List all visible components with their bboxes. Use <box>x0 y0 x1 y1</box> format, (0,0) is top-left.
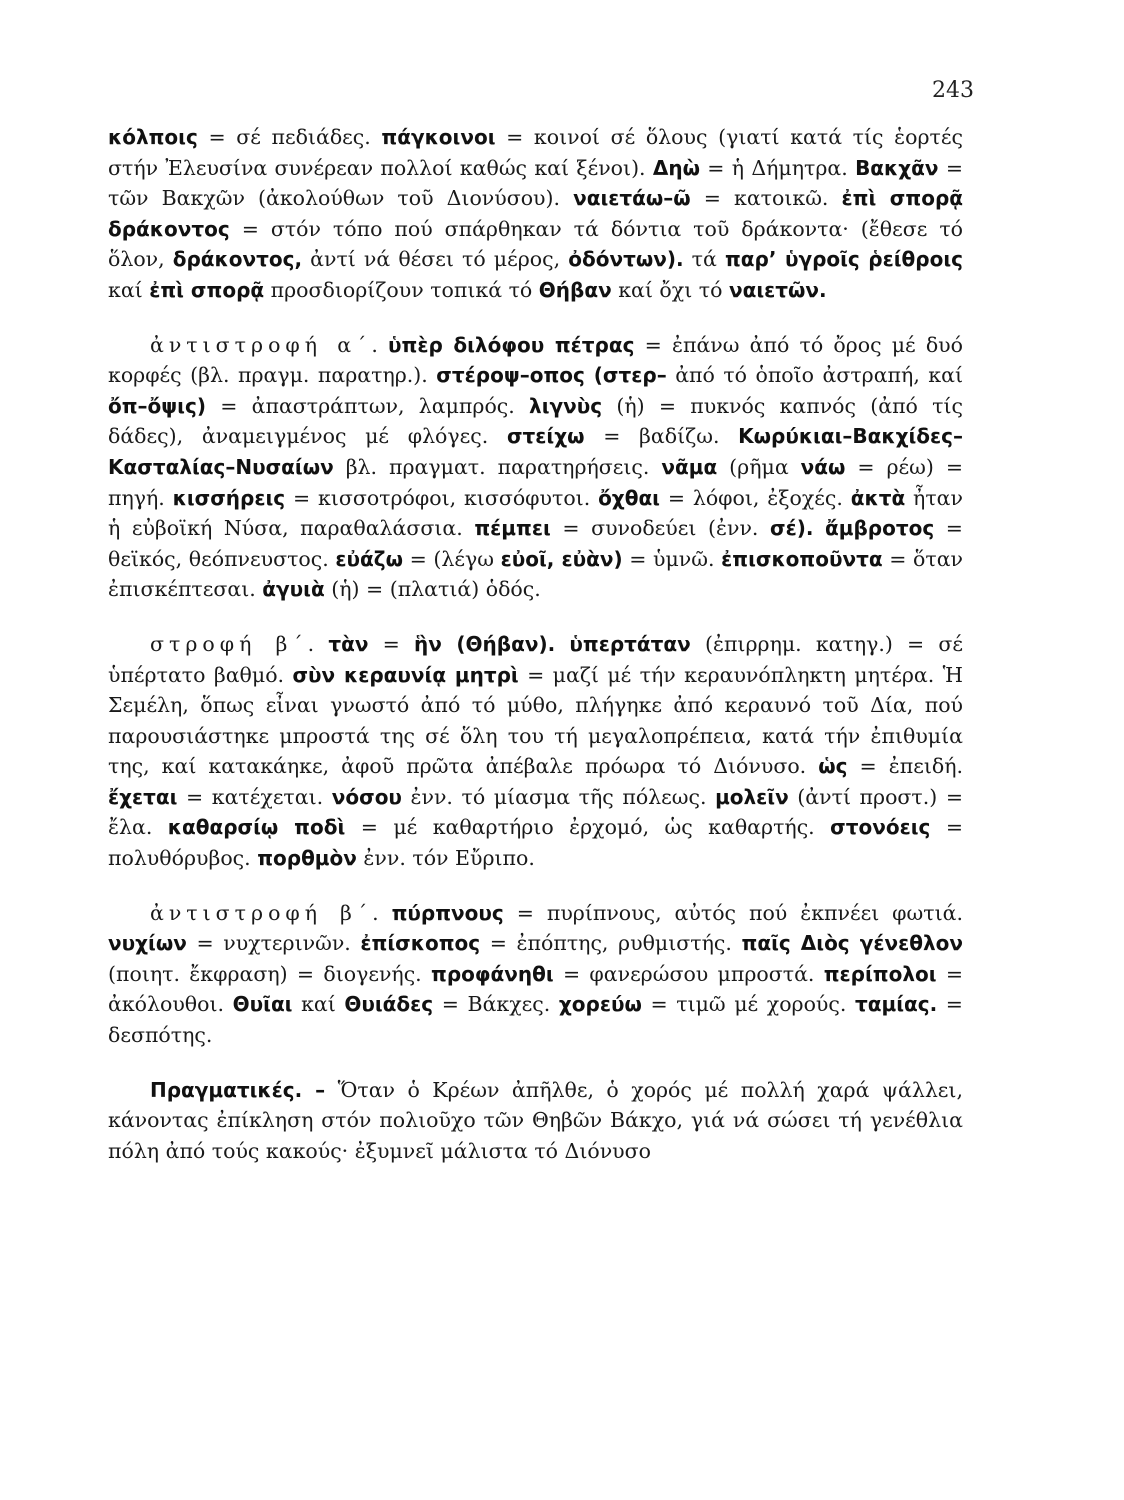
gloss-text: = λόφοι, ἐξοχές. <box>659 485 851 510</box>
lemma-term: πάγκοινοι <box>381 125 496 149</box>
gloss-text: = κατοικῶ. <box>690 186 842 211</box>
gloss-text: = ἡ Δήμητρα. <box>699 155 856 180</box>
gloss-text: Ὅταν ὁ Κρέων ἀπῆλθε, ὁ χορός μέ πολλή χαρά ψάλλει, κάνοντας ἐπίκληση στόν πολιοῦχο τῶν Θηβῶν Βάκχο, γιά νά σώσει τή γενέθλια πόλη ἀπό τούς κακούς· ἐξυμνεῖ μάλιστα τό Διόνυσο <box>108 1077 963 1163</box>
lemma-term: λιγνὺς <box>529 393 603 418</box>
lemma-term: ὄχθαι <box>598 485 660 510</box>
paragraph <box>108 629 963 874</box>
lemma-term: νόσου <box>331 784 402 809</box>
lemma-term: Θήβαν <box>538 277 612 302</box>
lemma-term: σὺν κεραυνίᾳ μητρὶ <box>292 662 519 687</box>
lemma-term: τὰν <box>328 631 369 656</box>
lemma-term: πορθμὸν <box>257 846 357 871</box>
lemma-term: Δηὼ <box>652 155 700 180</box>
lemma-term: καθαρσίῳ ποδὶ <box>167 815 346 840</box>
gloss-text: ἦταν ἡ εὐβοϊκή Νύσα, παραθαλάσσια. <box>108 485 963 541</box>
gloss-text: (ἡ) = πυκνός καπνός (ἀπό τίς δάδες), ἀναμειγμένος μέ φλόγες. <box>108 393 963 449</box>
lemma-term: Θυιάδες <box>344 992 434 1017</box>
gloss-text: = πυρίπνους, αὐτός πού ἐκπνέει φωτιά. <box>503 900 963 925</box>
gloss-text: . <box>307 631 329 656</box>
gloss-text: = τῶν Βακχῶν (ἀκολούθων τοῦ Διονύσου). <box>108 155 963 211</box>
gloss-text: = ὑμνῶ. <box>622 546 722 571</box>
paragraph <box>108 1075 963 1167</box>
lemma-term: ἐπὶ σπορᾷ δράκοντος <box>108 186 963 241</box>
gloss-text: = τιμῶ μέ χορούς. <box>641 992 855 1017</box>
lemma-term: παῖς Διὸς γένεθλον <box>741 931 963 956</box>
gloss-text: ἀπό τό ὁποῖο ἀστραπή, καί <box>666 363 963 388</box>
lemma-term: παρ’ ὑγροῖς ῥείθροις <box>724 247 963 272</box>
gloss-text: τά <box>683 247 725 272</box>
gloss-text: = ἀπαστράπτων, λαμπρός. <box>205 393 530 418</box>
lemma-term: ὄπ–ὄψις) <box>108 393 206 418</box>
gloss-text: (ἡ) = (πλατιά) ὁδός. <box>324 577 541 602</box>
lemma-term: Κωρύκιαι–Βακχίδες–Κασταλίας–Νυσαίων <box>108 424 963 479</box>
lemma-term: ἐπίσκοπος <box>360 931 481 956</box>
lemma-term: κισσήρεις <box>172 485 286 510</box>
lemma-term: μολεῖν <box>715 784 789 809</box>
lemma-term: ὑπερτάταν <box>569 631 691 656</box>
lemma-term: ἀγυιὰ <box>262 577 325 602</box>
page-body <box>108 122 963 1166</box>
gloss-text: ἐνν. τόν Εὔριπο. <box>356 846 535 871</box>
lemma-term: νυχίων <box>108 931 187 956</box>
gloss-text: = θεϊκός, θεόπνευστος. <box>108 516 963 571</box>
lemma-term: ἄμβροτος <box>825 516 935 541</box>
gloss-text: . <box>372 900 392 925</box>
lemma-term: Βακχᾶν <box>855 155 939 180</box>
lemma-term: νᾶμα <box>661 454 718 479</box>
lemma-term: κόλποις <box>108 125 198 149</box>
lemma-term: ταμίας. <box>854 992 938 1017</box>
gloss-text: καί <box>292 992 345 1017</box>
gloss-text: = <box>368 631 414 656</box>
lemma-term: Θυῖαι <box>232 992 293 1017</box>
lemma-term: ἔχεται <box>108 784 178 809</box>
lemma-term: ναιετῶν. <box>728 277 827 302</box>
section-label: ἀντιστροφή α΄ <box>150 332 372 357</box>
gloss-text: = ρέω) = πηγή. <box>108 454 964 510</box>
lemma-term: στέροψ–οπος (στερ– <box>436 363 667 388</box>
lemma-term: Πραγματικές. – <box>150 1077 326 1102</box>
gloss-text: (ποιητ. ἔκφραση) = διογενής. <box>108 961 431 986</box>
lemma-term: περίπολοι <box>823 961 937 986</box>
gloss-text: (ἐπιρρημ. κατηγ.) = σέ ὑπέρτατο βαθμό. <box>108 631 963 687</box>
gloss-text: = κισσοτρόφοι, κισσόφυτοι. <box>285 485 599 510</box>
lemma-term: ὑπὲρ διλόφου πέτρας <box>388 332 635 357</box>
section-label: στροφή β΄ <box>150 631 308 656</box>
lemma-term: ἀκτὰ <box>850 485 906 510</box>
lemma-term: νάω <box>800 454 846 479</box>
lemma-term: δράκοντος, <box>172 247 303 272</box>
gloss-text: = συνοδεύει (ἐνν. <box>550 516 770 541</box>
gloss-text: = κατέχεται. <box>177 784 332 809</box>
gloss-text: = δεσπότης. <box>108 992 963 1048</box>
gloss-text: (ἀντί προστ.) = ἔλα. <box>108 784 964 840</box>
lemma-term: ὡς <box>818 754 848 779</box>
lemma-term: ναιετάω–ῶ <box>573 186 691 211</box>
gloss-text: = φανερώσου μπροστά. <box>553 961 824 986</box>
lemma-term: ἐπισκοποῦντα <box>721 546 883 571</box>
lemma-term: εὐοῖ, εὐὰν) <box>500 546 623 571</box>
gloss-text: = ὅταν ἐπισκέπτεσαι. <box>108 546 964 602</box>
gloss-text <box>813 516 825 540</box>
gloss-text: προσδιορίζουν τοπικά τό <box>264 277 539 302</box>
gloss-text: = ἐπειδή. <box>847 754 964 779</box>
gloss-text: = μέ καθαρτήριο ἐρχομό, ὡς καθαρτής. <box>345 815 831 840</box>
lemma-term: εὐάζω <box>335 546 403 571</box>
gloss-text: = μαζί μέ τήν κεραυνόπληκτη μητέρα. Ἡ Σεμέλη, ὅπως εἶναι γνωστό ἀπό τό μύθο, πλήγηκε ἀπό κεραυνό τοῦ Δία, πού παρουσιάστηκε μπροστά της σέ ὅλη του τή μεγαλοπρέπεια, κατά τήν ἐπιθυμία της, καί κατακάηκε, ἀφοῦ πρῶτα ἀπέβαλε πρόωρα τό Διόνυσο. <box>108 662 963 779</box>
gloss-text: = στόν τόπο πού σπάρθηκαν τά δόντια τοῦ δράκοντα· (ἔθεσε τό ὅλον, <box>108 216 963 272</box>
gloss-text: = σέ πεδιάδες. <box>197 125 382 149</box>
gloss-text: . <box>371 332 388 357</box>
gloss-text: (ρῆμα <box>717 454 801 479</box>
gloss-text: ἀντί νά θέσει τό μέρος, <box>302 247 569 272</box>
lemma-term: πέμπει <box>474 516 551 541</box>
lemma-term: ἐπὶ σπορᾷ <box>149 277 265 302</box>
page-number: 243 <box>932 78 974 103</box>
gloss-text: = νυχτερινῶν. <box>186 931 361 956</box>
section-label: ἀντιστροφή β΄ <box>150 900 373 925</box>
paragraph <box>108 122 963 306</box>
gloss-text: = (λέγω <box>402 546 501 571</box>
lemma-term: στονόεις <box>830 815 931 840</box>
lemma-term: στείχω <box>506 424 585 449</box>
gloss-text: = πολυθόρυβος. <box>108 815 963 871</box>
paragraph <box>108 898 963 1051</box>
paragraph <box>108 330 963 605</box>
gloss-text: βλ. πραγματ. παρατηρήσεις. <box>333 454 662 479</box>
lemma-term: ὀδόντων). <box>568 247 684 272</box>
gloss-text: καί ὄχι τό <box>611 277 729 302</box>
gloss-text: = ἀκόλουθοι. <box>108 961 963 1017</box>
gloss-text: = Βάκχες. <box>433 992 559 1017</box>
gloss-text: καί <box>108 277 150 302</box>
lemma-term: ἣν (Θήβαν). <box>413 631 556 656</box>
gloss-text <box>555 632 569 656</box>
lemma-term: χορεύω <box>558 992 642 1017</box>
lemma-term: σέ). <box>770 516 814 541</box>
gloss-text: = βαδίζω. <box>584 424 739 449</box>
gloss-text: ἐνν. τό μίασμα τῆς πόλεως. <box>401 784 716 809</box>
lemma-term: προφάνηθι <box>431 961 554 986</box>
gloss-text: = ἐπάνω ἀπό τό ὄρος μέ δυό κορφές (βλ. πραγμ. παρατηρ.). <box>108 332 963 388</box>
gloss-text: = ἐπόπτης, ρυθμιστής. <box>480 931 742 956</box>
gloss-text: = κοινοί σέ ὅλους (γιατί κατά τίς ἑορτές στήν Ἐλευσίνα συνέρεαν πολλοί καθώς καί ξένοι). <box>108 125 963 180</box>
lemma-term: πύρπνους <box>391 900 504 925</box>
